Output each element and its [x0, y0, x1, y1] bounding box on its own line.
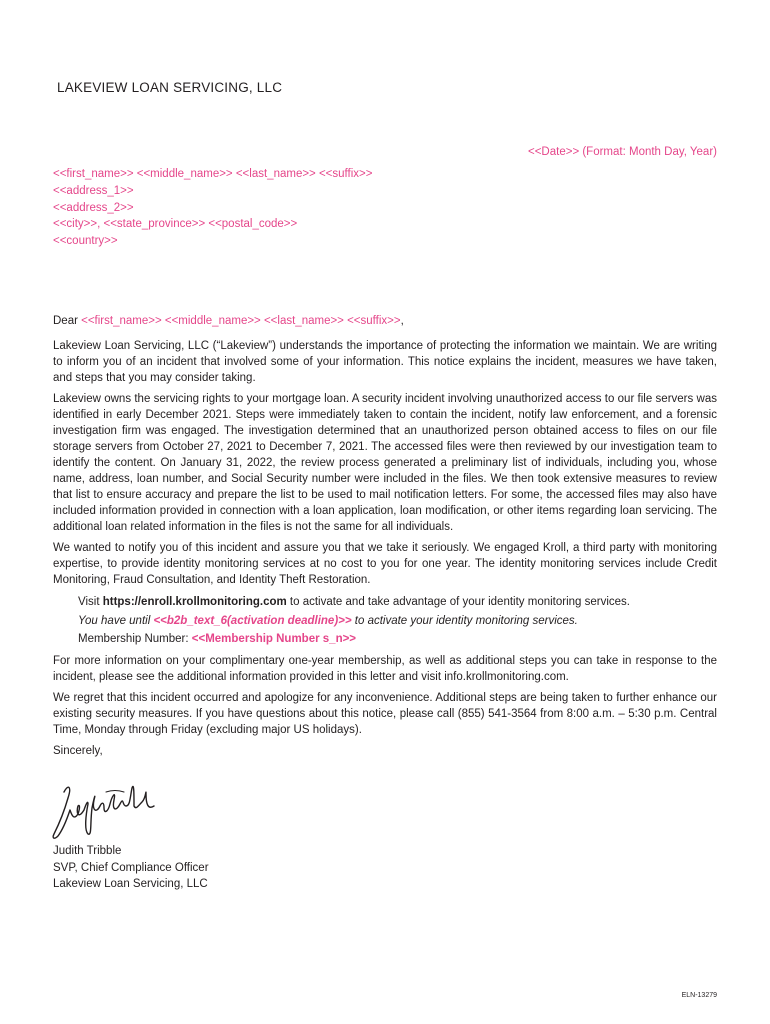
salutation [53, 313, 717, 329]
recipient-address [53, 166, 372, 250]
paragraph-kroll: We wanted to notify you of this incident and assure you that we take it seriously. We engaged Kroll, a third party with monitoring expertise, to provide identity monitoring services at no cost to you for one year. The identity monitoring services include Credit Monitoring, Fraud Consultation, and Identity Theft Restoration. [53, 542, 717, 586]
salutation-prefix: Dear [53, 315, 82, 327]
enroll-until-suffix: to activate your identity monitoring services. [351, 614, 578, 627]
paragraph-incident: Lakeview owns the servicing rights to your mortgage loan. A security incident involving unauthorized access to our file servers was identified in early December 2021. Steps were immediately taken to contain the incident, notify law enforcement, and a forensic investigation firm was engaged. The investigation determined that an unauthorized person obtained access to files on our file storage servers from October 27, 2021 to December 7, 2021. The accessed files were then reviewed by our investigation team to identify the content. On January 31, 2022, the review process generated a preliminary list of individuals, including you, whose name, address, loan number, and Social Security number were included in the files. We then took extensive measures to review that list to ensure accuracy and prepare the list to be used to mail notification letters. For some, the accessed files may also have included information provided in connection with a loan application, loan modification, or other items regarding loan servicing. The additional loan related information in the files is not the same for all individuals. [53, 393, 717, 533]
enroll-visit-suffix: to activate and take advantage of your identity monitoring services. [286, 596, 630, 608]
recipient-country: <<country>> [53, 235, 118, 248]
recipient-address-1: <<address_1>> [53, 184, 134, 197]
enroll-until-prefix: You have until [78, 614, 154, 627]
paragraph-regret: We regret that this incident occurred and apologize for any inconvenience. Additional steps are being taken to further enhance our existing security measures. If you have questions about this notice, please call (855) 541-3564 from 8:00 a.m. – 5:30 p.m. Central Time, Monday through Friday (excluding major US holidays). [53, 691, 717, 736]
recipient-city-line: <<city>>, <<state_province>> <<postal_code>> [53, 218, 298, 231]
recipient-name-line: <<first_name>> <<middle_name>> <<last_name>> <<suffix>> [53, 168, 373, 180]
salutation-suffix: , [400, 315, 404, 327]
signer-title: SVP, Chief Compliance Officer [53, 861, 209, 874]
paragraph-intro: Lakeview Loan Servicing, LLC (“Lakeview”) understands the importance of protecting the information we maintain. We are writing to inform you of an incident that involved some of your information. This notice explains the incident, measures we have taken, and steps that you may consider taking. [53, 340, 717, 384]
enroll-deadline: <<b2b_text_6(activation deadline)>> [153, 614, 352, 627]
letter-body [53, 313, 717, 764]
signer-name: Judith Tribble [53, 845, 122, 857]
signature-image [50, 780, 160, 842]
footer-code: ELN-13279 [681, 992, 717, 999]
enroll-deadline-line [53, 612, 717, 631]
enroll-url[interactable]: https://enroll.krollmonitoring.com [102, 596, 287, 608]
membership-prefix: Membership Number: [78, 633, 192, 645]
date-placeholder: <<Date>> (Format: Month Day, Year) [528, 146, 717, 158]
signer-company: Lakeview Loan Servicing, LLC [53, 878, 208, 890]
company-name: LAKEVIEW LOAN SERVICING, LLC [57, 80, 283, 95]
closing: Sincerely, [53, 744, 103, 757]
membership-number-line [53, 630, 717, 649]
signer-block [53, 843, 209, 893]
enroll-visit-prefix: Visit [78, 596, 103, 608]
paragraph-more-info: For more information on your complimentary one-year membership, as well as additional steps you can take in response to the incident, please see the additional information provided in this letter and visit info.krollmonitoring.com. [53, 654, 717, 683]
salutation-name: <<first_name>> <<middle_name>> <<last_name>> <<suffix>> [81, 315, 401, 327]
recipient-address-2: <<address_2>> [53, 201, 134, 214]
membership-number: <<Membership Number s_n>> [191, 633, 357, 645]
enroll-visit-line [53, 593, 717, 612]
